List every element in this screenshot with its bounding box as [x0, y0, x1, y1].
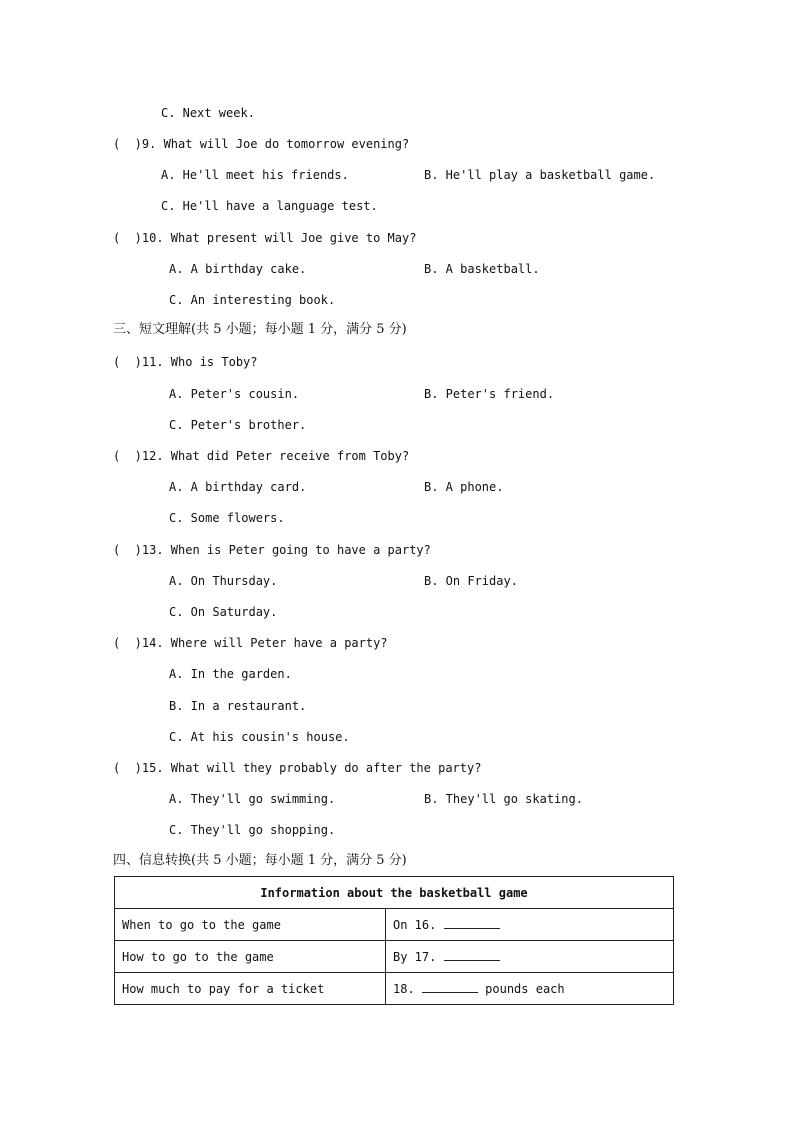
q15-option-c: C. They'll go shopping.: [169, 823, 336, 837]
question-11: ( )11. Who is Toby?: [113, 355, 258, 369]
q11-option-c: C. Peter's brother.: [169, 418, 307, 432]
table-row: [115, 941, 674, 973]
q14-option-b: B. In a restaurant.: [169, 699, 307, 713]
answer-prefix: By 17.: [393, 949, 437, 964]
q14-option-a: A. In the garden.: [169, 667, 292, 681]
answer-blank-16[interactable]: [444, 918, 500, 929]
q13-option-a: A. On Thursday.: [169, 574, 278, 588]
answer-suffix: pounds each: [485, 981, 565, 996]
q9-option-c: C. He'll have a language test.: [161, 199, 378, 213]
q12-option-c: C. Some flowers.: [169, 511, 285, 525]
q14-option-c: C. At his cousin's house.: [169, 730, 350, 744]
q13-option-c: C. On Saturday.: [169, 605, 278, 619]
row-label: How much to pay for a ticket: [115, 973, 386, 1005]
q12-option-a: A. A birthday card.: [169, 480, 307, 494]
q11-option-b: B. Peter's friend.: [424, 387, 555, 401]
q10-option-b: B. A basketball.: [424, 262, 540, 276]
section-3-heading: 三、短文理解(共 5 小题；每小题 1 分，满分 5 分): [113, 322, 407, 337]
info-table-header: [115, 877, 674, 909]
info-table-title: Information about the basketball game: [115, 877, 674, 909]
q15-option-a: A. They'll go swimming.: [169, 792, 336, 806]
answer-blank-18[interactable]: [422, 982, 478, 993]
q15-option-b: B. They'll go skating.: [424, 792, 583, 806]
answer-prefix: On 16.: [393, 917, 437, 932]
q13-option-b: B. On Friday.: [424, 574, 518, 588]
question-13: ( )13. When is Peter going to have a party?: [113, 543, 431, 557]
row-answer-cell: [386, 941, 674, 973]
info-table: [114, 876, 674, 1005]
question-12: ( )12. What did Peter receive from Toby?: [113, 449, 410, 463]
question-9: ( )9. What will Joe do tomorrow evening?: [113, 137, 410, 151]
q9-option-a: A. He'll meet his friends.: [161, 168, 349, 182]
answer-blank-17[interactable]: [444, 950, 500, 961]
question-14: ( )14. Where will Peter have a party?: [113, 636, 388, 650]
table-row: [115, 973, 674, 1005]
row-label: How to go to the game: [115, 941, 386, 973]
row-label: When to go to the game: [115, 909, 386, 941]
q12-option-b: B. A phone.: [424, 480, 504, 494]
q10-option-a: A. A birthday cake.: [169, 262, 307, 276]
question-15: ( )15. What will they probably do after the party?: [113, 761, 482, 775]
row-answer-cell: [386, 973, 674, 1005]
q8-option-c: C. Next week.: [161, 106, 255, 120]
question-10: ( )10. What present will Joe give to May?: [113, 231, 417, 245]
q10-option-c: C. An interesting book.: [169, 293, 336, 307]
section-4-heading: 四、信息转换(共 5 小题；每小题 1 分，满分 5 分): [113, 853, 407, 868]
q11-option-a: A. Peter's cousin.: [169, 387, 300, 401]
row-answer-cell: [386, 909, 674, 941]
answer-prefix: 18.: [393, 981, 415, 996]
q9-option-b: B. He'll play a basketball game.: [424, 168, 656, 182]
table-row: [115, 909, 674, 941]
